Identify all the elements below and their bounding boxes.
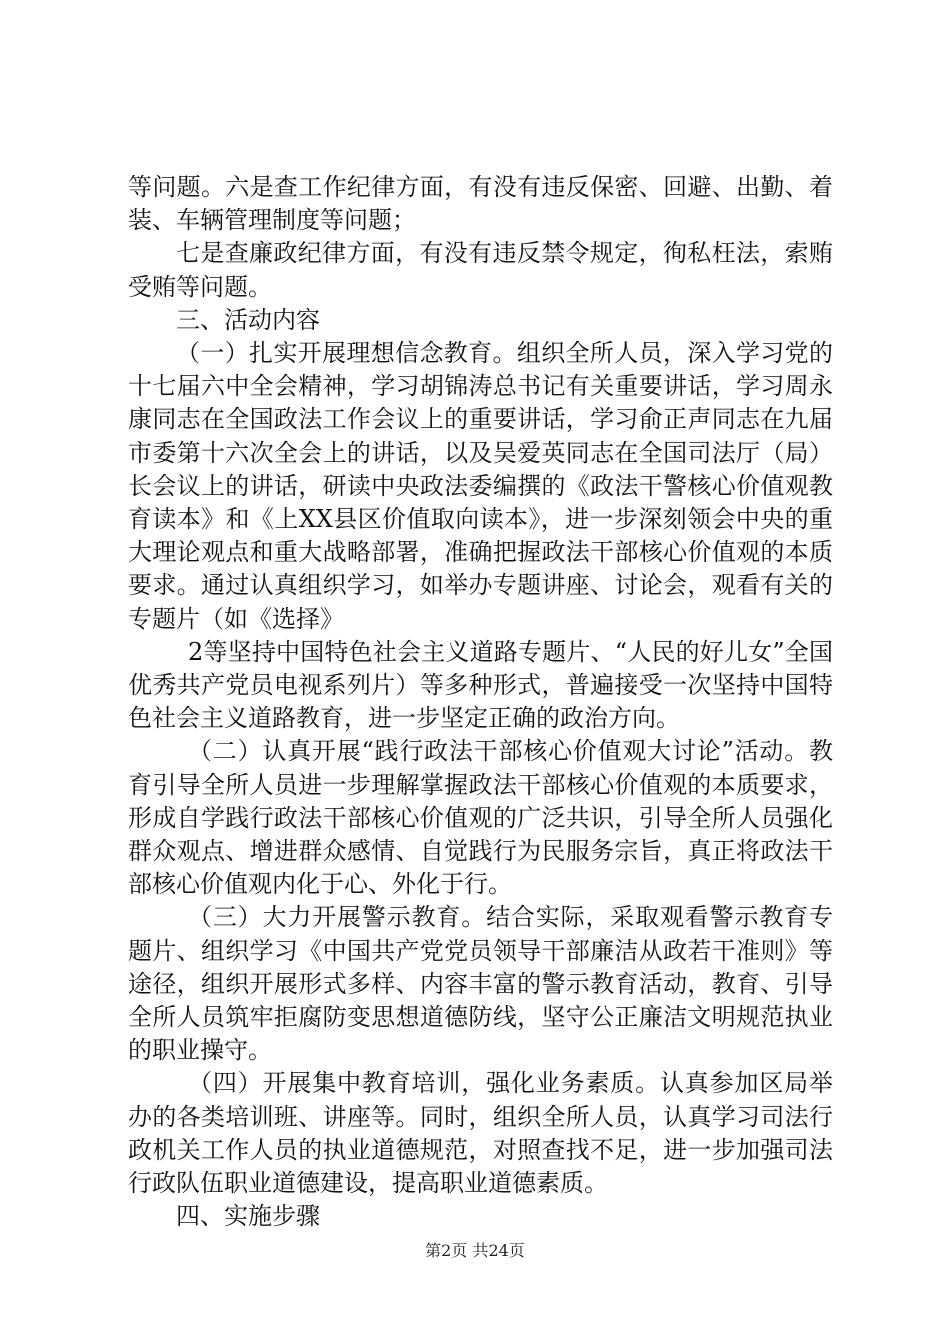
paragraph-item-one-continued: 2等坚持中国特色社会主义道路专题片、“人民的好儿女”全国优秀共产党员电视系列片）等多种形式，普遍接受一次坚持中国特色社会主义道路教育，进一步坚定正确的政治方向。: [128, 637, 833, 733]
page-number-footer: 第2页 共24页: [425, 1241, 525, 1260]
section-heading-implementation-steps: 四、实施步骤: [176, 1202, 320, 1231]
paragraph-item-three: （三）大力开展警示教育。结合实际，采取观看警示教育专题片、组织学习《中国共产党党员领导干部廉洁从政若干准则》等途径，组织开展形式多样、内容丰富的警示教育活动，教育、引导全所人员筑牢拒腐防变思想道德防线，坚守公正廉洁文明规范执业的职业操守。: [128, 903, 833, 1065]
paragraph-discipline-six: 等问题。六是查工作纪律方面，有没有违反保密、回避、出勤、着装、车辆管理制度等问题；: [128, 173, 833, 235]
paragraph-item-one: （一）扎实开展理想信念教育。组织全所人员，深入学习党的十七届六中全会精神，学习胡锦涛总书记有关重要讲话，学习周永康同志在全国政法工作会议上的重要讲话，学习俞正声同志在九届市委第十六次全会上的讲话，以及吴爱英同志在全国司法厅（局）长会议上的讲话，研读中央政法委编撰的《政法干警核心价值观教育读本》和《上XX县区价值取向读本》，进一步深刻领会中央的重大理论观点和重大战略部署，准确把握政法干部核心价值观的本质要求。通过认真组织学习，如举办专题讲座、讨论会，观看有关的专题片（如《选择》: [128, 339, 833, 633]
paragraph-item-four: （四）开展集中教育培训，强化业务素质。认真参加区局举办的各类培训班、讲座等。同时，组织全所人员，认真学习司法行政机关工作人员的执业道德规范，对照查找不足，进一步加强司法行政队伍职业道德建设，提高职业道德素质。: [128, 1069, 833, 1198]
paragraph-discipline-seven: 七是查廉政纪律方面，有没有违反禁令规定，徇私枉法，索贿受贿等问题。: [128, 239, 833, 301]
section-heading-activity-content: 三、活动内容: [176, 305, 320, 334]
paragraph-item-two: （二）认真开展“践行政法干部核心价值观大讨论”活动。教育引导全所人员进一步理解掌握政法干部核心价值观的本质要求，形成自学践行政法干部核心价值观的广泛共识，引导全所人员强化群众观点、增进群众感情、自觉践行为民服务宗旨，真正将政法干部核心价值观内化于心、外化于行。: [128, 737, 833, 899]
document-body: [128, 171, 833, 1234]
